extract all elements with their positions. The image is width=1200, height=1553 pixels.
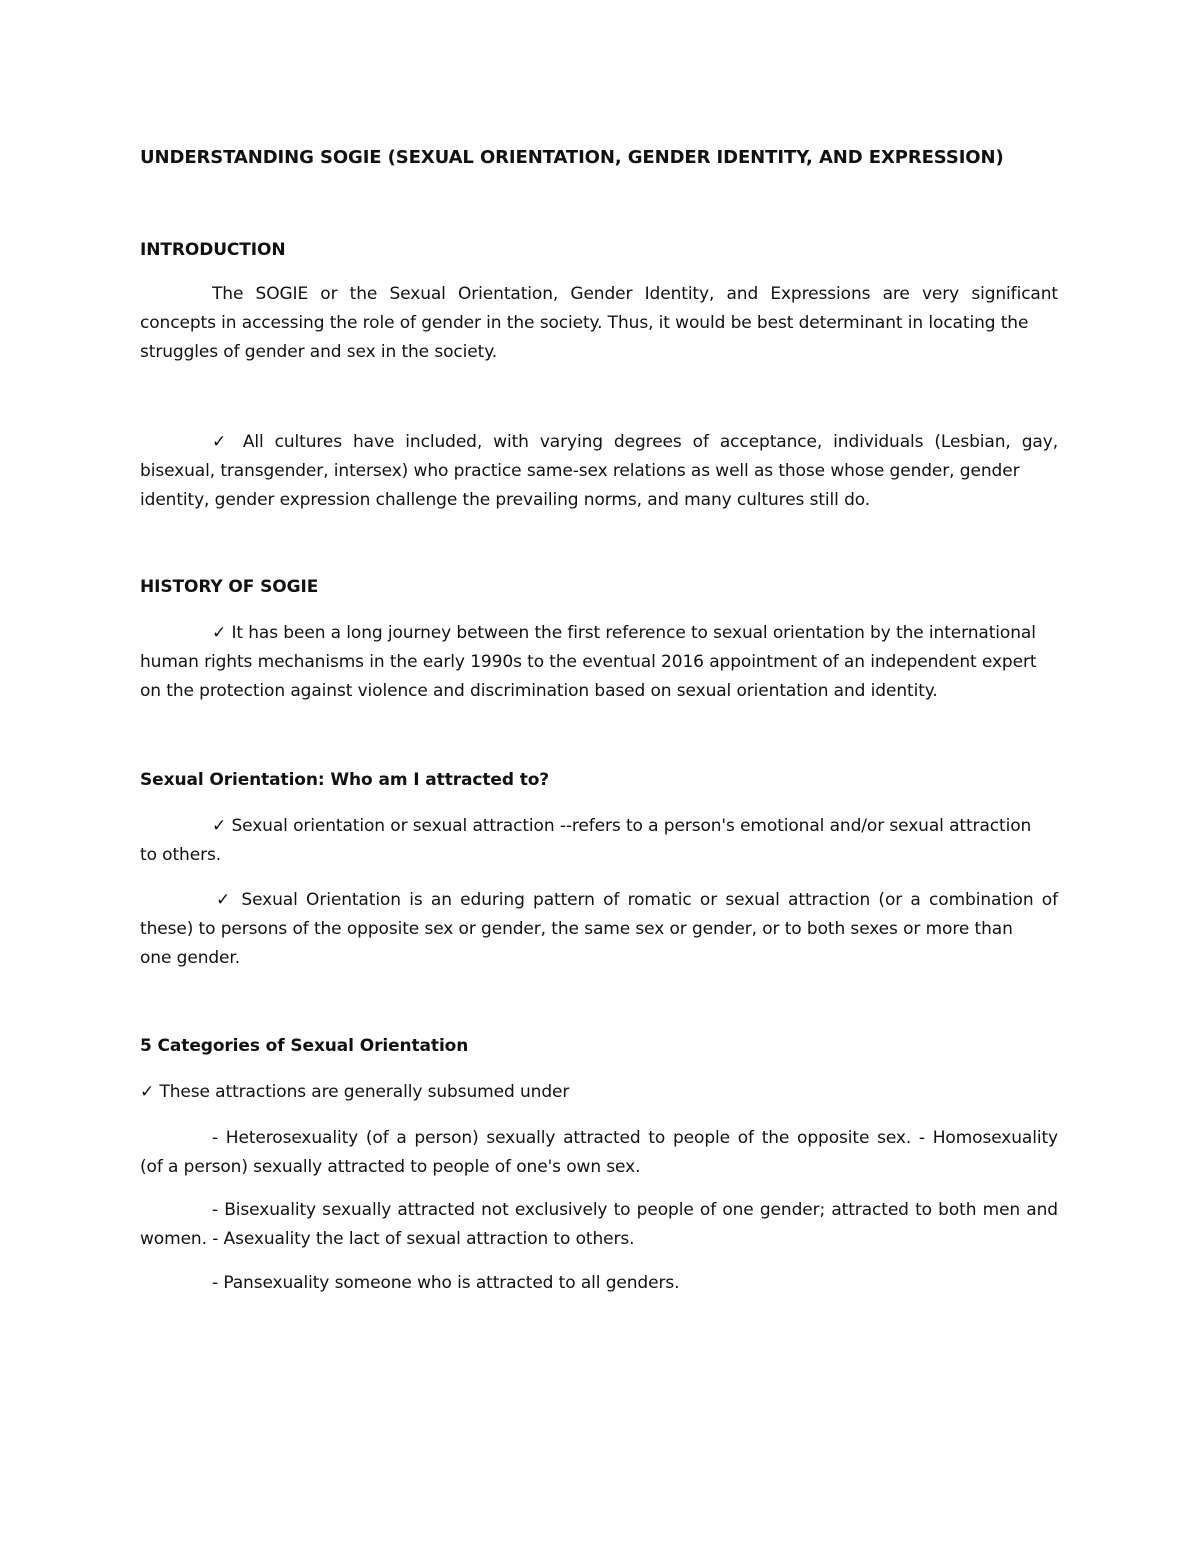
history-bullet-line: ✓ It has been a long journey between the first reference to sexual orientation by the international [212,623,1036,643]
document-title: UNDERSTANDING SOGIE (SEXUAL ORIENTATION, GENDER IDENTITY, AND EXPRESSION) [140,147,1004,168]
orientation-bullet-line: one gender. [140,948,241,968]
orientation-bullet-line: these) to persons of the opposite sex or gender, the same sex or gender, or to both sexes or more than [140,919,1013,939]
orientation-bullet-line: ✓ Sexual Orientation is an eduring pattern of romatic or sexual attraction (or a combination of [216,890,1058,910]
categories-item-line: - Pansexuality someone who is attracted to all genders. [212,1273,680,1293]
orientation-heading: Sexual Orientation: Who am I attracted to? [140,770,550,790]
categories-heading: 5 Categories of Sexual Orientation [140,1036,469,1056]
categories-item-line: (of a person) sexually attracted to people of one's own sex. [140,1157,641,1177]
categories-item-line: - Bisexuality sexually attracted not exclusively to people of one gender; attracted to both men and [212,1200,1058,1220]
orientation-bullet-line: to others. [140,845,222,865]
history-bullet-line: human rights mechanisms in the early 1990s to the eventual 2016 appointment of an independent expert [140,652,1037,672]
introduction-paragraph-line: struggles of gender and sex in the society. [140,342,498,362]
history-heading: HISTORY OF SOGIE [140,577,319,597]
categories-item-line: - Heterosexuality (of a person) sexually attracted to people of the opposite sex. - Homosexuality [212,1128,1058,1148]
introduction-bullet-line: ✓ All cultures have included, with varying degrees of acceptance, individuals (Lesbian, gay, [212,432,1058,452]
history-bullet-line: on the protection against violence and discrimination based on sexual orientation and identity. [140,681,938,701]
introduction-paragraph-line: concepts in accessing the role of gender in the society. Thus, it would be best determinant in locating the [140,313,1029,333]
introduction-bullet-line: bisexual, transgender, intersex) who practice same-sex relations as well as those whose gender, gender [140,461,1020,481]
orientation-bullet-line: ✓ Sexual orientation or sexual attraction --refers to a person's emotional and/or sexual attraction [212,816,1032,836]
categories-intro: ✓ These attractions are generally subsumed under [140,1082,570,1102]
introduction-heading: INTRODUCTION [140,240,286,260]
introduction-bullet-line: identity, gender expression challenge the prevailing norms, and many cultures still do. [140,490,871,510]
introduction-paragraph-line: The SOGIE or the Sexual Orientation, Gender Identity, and Expressions are very significant [212,284,1058,304]
categories-item-line: women. - Asexuality the lact of sexual attraction to others. [140,1229,635,1249]
